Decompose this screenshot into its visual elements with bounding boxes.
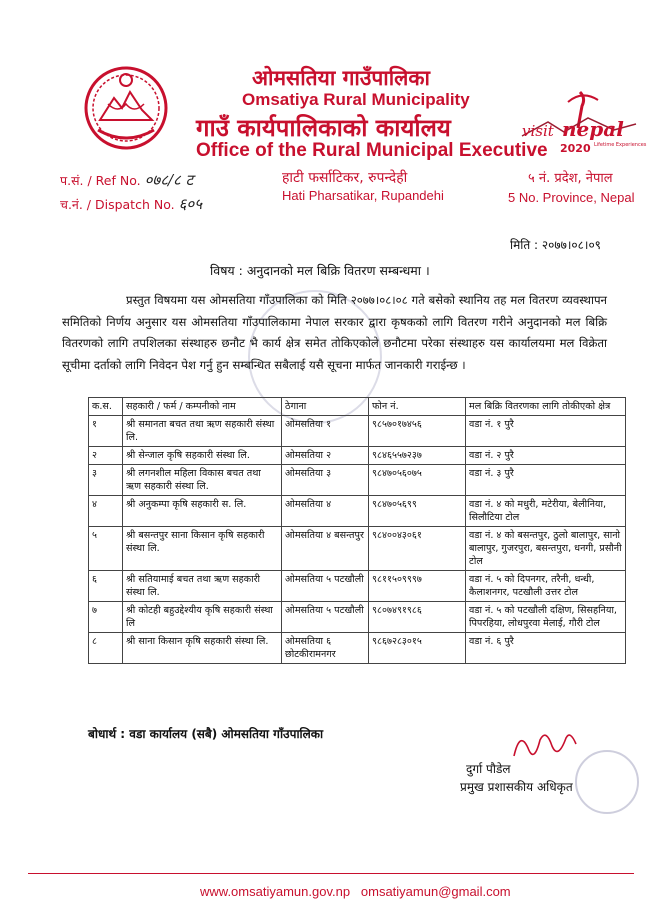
letter-body (62, 290, 607, 376)
footer-email-link[interactable]: omsatiyamun@gmail.com (360, 884, 511, 899)
visit-logo-line3: 2020 (560, 142, 591, 155)
cell-phone: ९८११५०९९९७ (369, 571, 466, 602)
cell-sn: २ (89, 447, 123, 465)
ref-value: ०७८/८ ट (144, 171, 194, 189)
address-np: हाटी फर्साटिकर, रुपन्देही (282, 170, 408, 186)
footer-divider (28, 873, 634, 874)
cell-address: ओमसतिया ५ पटखौली (282, 602, 369, 633)
signatory-name: दुर्गा पौडेल (466, 762, 511, 776)
letter-date: मिति : २०७७।०८।०९ (510, 238, 601, 252)
table-row (89, 496, 626, 527)
cell-name: श्री बसन्तपुर साना किसान कृषि सहकारी संस्था लि. (123, 527, 282, 571)
signature-icon (510, 726, 580, 766)
table-row (89, 571, 626, 602)
header-address: ठेगाना (282, 398, 369, 416)
letter-subject: विषय : अनुदानको मल बिक्रि वितरण सम्बन्धमा । (210, 263, 430, 278)
cell-name: श्री सतियामाई बचत तथा ऋण सहकारी संस्था लि. (123, 571, 282, 602)
signatory-title: प्रमुख प्रशासकीय अधिकृत (460, 780, 573, 794)
cell-address: ओमसतिया ६ छोटकीरामनगर (282, 633, 369, 664)
cell-name: श्री लगनशील महिला विकास बचत तथा ऋण सहकारी संस्था लि. (123, 465, 282, 496)
cell-name: श्री अनुकम्पा कृषि सहकारी स. लि. (123, 496, 282, 527)
province-np: ५ नं. प्रदेश, नेपाल (528, 171, 613, 186)
footer-website-link[interactable]: www.omsatiyamun.gov.np (200, 884, 351, 899)
cell-address: ओमसतिया ४ (282, 496, 369, 527)
cell-area: वडा नं. ५ को पटखौली दक्षिण, सिसहनिया, पिपरहिया, लोधपुरवा मेलाई, गौरी टोल (466, 602, 626, 633)
cell-phone: ९८४००४३०६१ (369, 527, 466, 571)
nepal-emblem-icon (78, 58, 174, 154)
table-row (89, 465, 626, 496)
cell-name: श्री कोटही बहुउद्देश्यीय कृषि सहकारी संस्था लि (123, 602, 282, 633)
cell-phone: ९८४७०५६०७५ (369, 465, 466, 496)
office-title-np: गाउँ कार्यपालिकाको कार्यालय (196, 114, 451, 142)
visit-nepal-logo (518, 88, 647, 160)
cell-phone: ९८६७२८३०१५ (369, 633, 466, 664)
cell-area: वडा नं. १ पुरै (466, 416, 626, 447)
table-row (89, 416, 626, 447)
visit-logo-line1: visit (522, 122, 554, 140)
cell-sn: ४ (89, 496, 123, 527)
cell-area: वडा नं. २ पुरै (466, 447, 626, 465)
cell-sn: ६ (89, 571, 123, 602)
dispatch-label: च.नं. / Dispatch No. (60, 197, 175, 212)
visit-logo-line2: nepal (562, 117, 624, 141)
cell-area: वडा नं. ५ को दिपनगर, तरैनी, धन्धी, कैलाशनगर, पटखौली उत्तर टोल (466, 571, 626, 602)
cooperatives-table (88, 397, 626, 664)
cell-sn: १ (89, 416, 123, 447)
header-sn: क.स. (89, 398, 123, 416)
header-phone: फोन नं. (369, 398, 466, 416)
cell-area: वडा नं. ३ पुरै (466, 465, 626, 496)
address-en: Hati Pharsatikar, Rupandehi (282, 188, 444, 203)
ref-no (60, 170, 193, 190)
cell-area: वडा नं. ४ को बसन्तपुर, ठुलो बालापुर, सानो बालापुर, गुजरपुरा, बसन्तपुरा, धनगी, प्रसौनी टोल (466, 527, 626, 571)
municipality-title-en: Omsatiya Rural Municipality (242, 90, 470, 109)
cell-area: वडा नं. ६ पुरै (466, 633, 626, 664)
cell-sn: ३ (89, 465, 123, 496)
cell-sn: ८ (89, 633, 123, 664)
cc-recipients: बोधार्थ : वडा कार्यालय (सबै) ओमसतिया गाँउपालिका (88, 727, 324, 741)
municipality-title-np: ओमसतिया गाउँपालिका (252, 66, 430, 90)
cell-address: ओमसतिया ३ (282, 465, 369, 496)
table-row (89, 447, 626, 465)
cell-address: ओमसतिया २ (282, 447, 369, 465)
table-row (89, 602, 626, 633)
cell-sn: ७ (89, 602, 123, 633)
cell-sn: ५ (89, 527, 123, 571)
cell-address: ओमसतिया ५ पटखौली (282, 571, 369, 602)
seal-stamp (575, 750, 639, 814)
cell-phone: ९८४७०५६९९ (369, 496, 466, 527)
dispatch-no (60, 194, 202, 214)
dispatch-value: ६०५ (178, 195, 202, 213)
ref-label: प.सं. / Ref No. (60, 173, 141, 188)
cell-phone: ९८४६५५७२३७ (369, 447, 466, 465)
cell-address: ओमसतिया ४ बसन्तपुर (282, 527, 369, 571)
letter-body-text: प्रस्तुत विषयमा यस ओमसतिया गाँउपालिका को मिति २०७७।०८।०८ गते बसेको स्थानिय तह मल वितरण व्यवस्थापन समितिको निर्णय अनुसार यस ओमसतिया गाँउपालिकामा नेपाल सरकार द्वारा कृषकको लागि वितरण गरीने अनुदानको मल बिक्रि वितरणको लागि तपशिलका संस्थाहरु छनौट भै कार्य क्षेत्र समेत तोकिएकोले छनौटमा परेका संस्थाहरु यस कार्यालयमा मल विक्रेता सूचीमा दर्ताको लागि निवेदन पेश गर्नु हुन सम्बन्धित सबैलाई यसै सूचना मार्फत जानकारी गराईन्छ । (62, 293, 607, 372)
cell-address: ओमसतिया १ (282, 416, 369, 447)
table-row (89, 527, 626, 571)
table-row (89, 633, 626, 664)
province-en: 5 No. Province, Nepal (508, 190, 635, 205)
cell-name: श्री समानता बचत तथा ऋण सहकारी संस्था लि. (123, 416, 282, 447)
footer-contact (200, 884, 511, 899)
header-name: सहकारी / फर्म / कम्पनीको नाम (123, 398, 282, 416)
cell-area: वडा नं. ४ को मधुरी, मटेरीया, बेलीनिया, सिलौटिया टोल (466, 496, 626, 527)
cell-name: श्री सेन्जाल कृषि सहकारी संस्था लि. (123, 447, 282, 465)
header-area: मल बिक्रि वितरणका लागि तोकीएको क्षेत्र (466, 398, 626, 416)
office-title-en: Office of the Rural Municipal Executive (196, 140, 548, 161)
cell-phone: ९८०७४९१९८६ (369, 602, 466, 633)
visit-logo-line4: Lifetime Experiences (594, 142, 647, 148)
cell-name: श्री साना किसान कृषि सहकारी संस्था लि. (123, 633, 282, 664)
cell-phone: ९८५७०१७४५६ (369, 416, 466, 447)
table-header-row (89, 398, 626, 416)
